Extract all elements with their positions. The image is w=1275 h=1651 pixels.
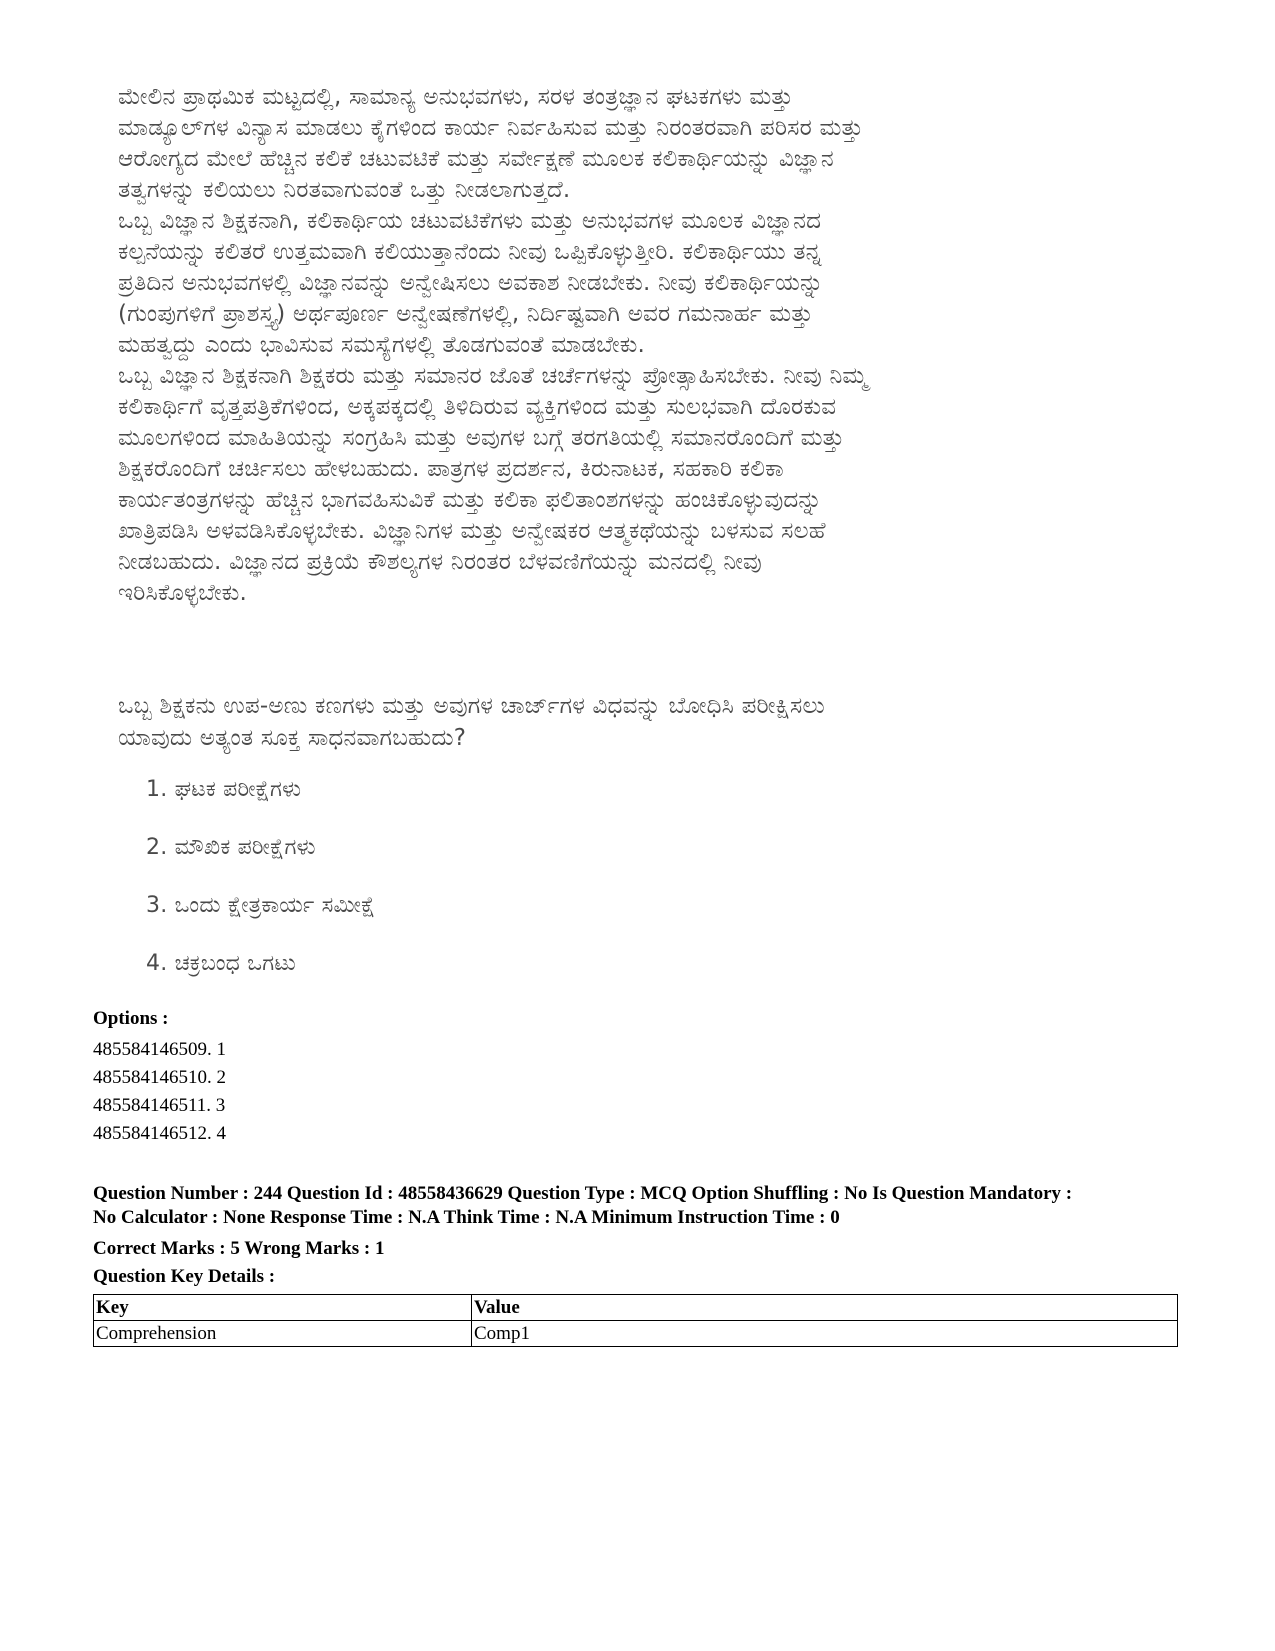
passage-line: ಒಬ್ಬ ವಿಜ್ಞಾನ ಶಿಕ್ಷಕನಾಗಿ ಶಿಕ್ಷಕರು ಮತ್ತು ಸಮಾನರ ಜೊತೆ ಚರ್ಚೆಗಳನ್ನು ಪ್ರೋತ್ಸಾಹಿಸಬೇಕು. ನೀವು ನಿಮ್ಮ [118,363,868,389]
option-item: 485584146509. 1 [93,1039,226,1060]
passage-line: ಮೇಲಿನ ಪ್ರಾಥಮಿಕ ಮಟ್ಟದಲ್ಲಿ, ಸಾಮಾನ್ಯ ಅನುಭವಗಳು, ಸರಳ ತಂತ್ರಜ್ಞಾನ ಘಟಕಗಳು ಮತ್ತು [118,84,794,110]
marks-line: Correct Marks : 5 Wrong Marks : 1 [93,1238,385,1259]
question-text [118,690,1178,754]
passage-line: ಕಲಿಕಾರ್ಥಿಗೆ ವೃತ್ತಪತ್ರಿಕೆಗಳಿಂದ, ಅಕ್ಕಪಕ್ಕದಲ್ಲಿ ತಿಳಿದಿರುವ ವ್ಯಕ್ತಿಗಳಿಂದ ಮತ್ತು ಸುಲಭವಾಗಿ ದೊರಕುವ [118,394,837,420]
passage-line: ಖಾತ್ರಿಪಡಿಸಿ ಅಳವಡಿಸಿಕೊಳ್ಳಬೇಕು. ವಿಜ್ಞಾನಿಗಳ ಮತ್ತು ಅನ್ವೇಷಕರ ಆತ್ಮಕಥೆಯನ್ನು ಬಳಸುವ ಸಲಹೆ [118,518,826,544]
table-header-row [94,1295,1178,1321]
option-item: 485584146511. 3 [93,1095,226,1116]
passage-line: ಕಾರ್ಯತಂತ್ರಗಳನ್ನು ಹೆಚ್ಚಿನ ಭಾಗವಹಿಸುವಿಕೆ ಮತ್ತು ಕಲಿಕಾ ಫಲಿತಾಂಶಗಳನ್ನು ಹಂಚಿಕೊಳ್ಳುವುದನ್ನು [118,487,822,513]
question-choices [146,770,375,1002]
choice-4: 4. ಚಕ್ರಬಂಧ ಒಗಟು [146,951,296,976]
table-row [94,1321,1178,1347]
table-header-value: Value [472,1295,1178,1321]
passage-line: ಕಲ್ಪನೆಯನ್ನು ಕಲಿತರೆ ಉತ್ತಮವಾಗಿ ಕಲಿಯುತ್ತಾನೆಂದು ನೀವು ಒಪ್ಪಿಕೊಳ್ಳುತ್ತೀರಿ. ಕಲಿಕಾರ್ಥಿಯು ತನ್ನ [118,239,822,265]
passage-line: ಮಾಡ್ಯೂಲ್‌ಗಳ ವಿನ್ಯಾಸ ಮಾಡಲು ಕೈಗಳಿಂದ ಕಾರ್ಯ ನಿರ್ವಹಿಸುವ ಮತ್ತು ನಿರಂತರವಾಗಿ ಪರಿಸರ ಮತ್ತು [118,115,864,141]
table-header-key: Key [94,1295,472,1321]
question-line: ಒಬ್ಬ ಶಿಕ್ಷಕನು ಉಪ-ಅಣು ಕಣಗಳು ಮತ್ತು ಅವುಗಳ ಚಾರ್ಜ್‌ಗಳ ವಿಧವನ್ನು ಬೋಧಿಸಿ ಪರೀಕ್ಷಿಸಲು [118,693,825,719]
question-info [93,1182,1193,1230]
passage-line: (ಗುಂಪುಗಳಿಗೆ ಪ್ರಾಶಸ್ತ್ಯ) ಅರ್ಥಪೂರ್ಣ ಅನ್ವೇಷಣೆಗಳಲ್ಲಿ, ನಿರ್ದಿಷ್ಟವಾಗಿ ಅವರ ಗಮನಾರ್ಹ ಮತ್ತು [118,301,814,327]
passage-line: ನೀಡಬಹುದು. ವಿಜ್ಞಾನದ ಪ್ರಕ್ರಿಯೆ ಕೌಶಲ್ಯಗಳ ನಿರಂತರ ಬೆಳವಣಿಗೆಯನ್ನು ಮನದಲ್ಲಿ ನೀವು [118,549,762,575]
passage-line: ಒಬ್ಬ ವಿಜ್ಞಾನ ಶಿಕ್ಷಕನಾಗಿ, ಕಲಿಕಾರ್ಥಿಯ ಚಟುವಟಿಕೆಗಳು ಮತ್ತು ಅನುಭವಗಳ ಮೂಲಕ ವಿಜ್ಞಾನದ [118,208,822,234]
option-item: 485584146512. 4 [93,1123,226,1144]
choice-3: 3. ಒಂದು ಕ್ಷೇತ್ರಕಾರ್ಯ ಸಮೀಕ್ಷೆ [146,893,376,918]
passage-line: ಮೂಲಗಳಿಂದ ಮಾಹಿತಿಯನ್ನು ಸಂಗ್ರಹಿಸಿ ಮತ್ತು ಅವುಗಳ ಬಗ್ಗೆ ತರಗತಿಯಲ್ಲಿ ಸಮಾನರೊಂದಿಗೆ ಮತ್ತು [118,425,845,451]
choice-1: 1. ಘಟಕ ಪರೀಕ್ಷೆಗಳು [146,777,302,802]
question-info-line: Question Number : 244 Question Id : 48558436629 Question Type : MCQ Option Shuffling : No Is Question Mandatory : [93,1183,1073,1204]
passage-line: ಪ್ರತಿದಿನ ಅನುಭವಗಳಲ್ಲಿ ವಿಜ್ಞಾನವನ್ನು ಅನ್ವೇಷಿಸಲು ಅವಕಾಶ ನೀಡಬೇಕು. ನೀವು ಕಲಿಕಾರ್ಥಿಯನ್ನು [118,270,824,296]
table-cell: Comprehension [94,1321,472,1347]
passage-line: ಇರಿಸಿಕೊಳ್ಳಬೇಕು. [118,580,248,606]
key-details-table [93,1294,1178,1347]
question-line: ಯಾವುದು ಅತ್ಯಂತ ಸೂಕ್ತ ಸಾಧನವಾಗಬಹುದು? [118,725,467,751]
question-info-line: No Calculator : None Response Time : N.A Think Time : N.A Minimum Instruction Time : 0 [93,1207,840,1228]
passage-line: ಮಹತ್ವದ್ದು ಎಂದು ಭಾವಿಸುವ ಸಮಸ್ಯೆಗಳಲ್ಲಿ ತೊಡಗುವಂತೆ ಮಾಡಬೇಕು. [118,332,646,358]
passage-line: ಆರೋಗ್ಯದ ಮೇಲೆ ಹೆಚ್ಚಿನ ಕಲಿಕೆ ಚಟುವಟಿಕೆ ಮತ್ತು ಸರ್ವೇಕ್ಷಣೆ ಮೂಲಕ ಕಲಿಕಾರ್ಥಿಯನ್ನು ವಿಜ್ಞಾನ [118,146,834,172]
options-list [93,1036,226,1148]
option-item: 485584146510. 2 [93,1067,226,1088]
comprehension-passage [118,82,1178,609]
options-heading: Options : [93,1008,169,1029]
passage-line: ಶಿಕ್ಷಕರೊಂದಿಗೆ ಚರ್ಚಿಸಲು ಹೇಳಬಹುದು. ಪಾತ್ರಗಳ ಪ್ರದರ್ಶನ, ಕಿರುನಾಟಕ, ಸಹಕಾರಿ ಕಲಿಕಾ [118,456,784,482]
passage-line: ತತ್ವಗಳನ್ನು ಕಲಿಯಲು ನಿರತವಾಗುವಂತೆ ಒತ್ತು ನೀಡಲಾಗುತ್ತದೆ. [118,177,571,203]
choice-2: 2. ಮೌಖಿಕ ಪರೀಕ್ಷೆಗಳು [146,835,316,860]
table-cell: Comp1 [472,1321,1178,1347]
key-details-heading: Question Key Details : [93,1266,276,1287]
